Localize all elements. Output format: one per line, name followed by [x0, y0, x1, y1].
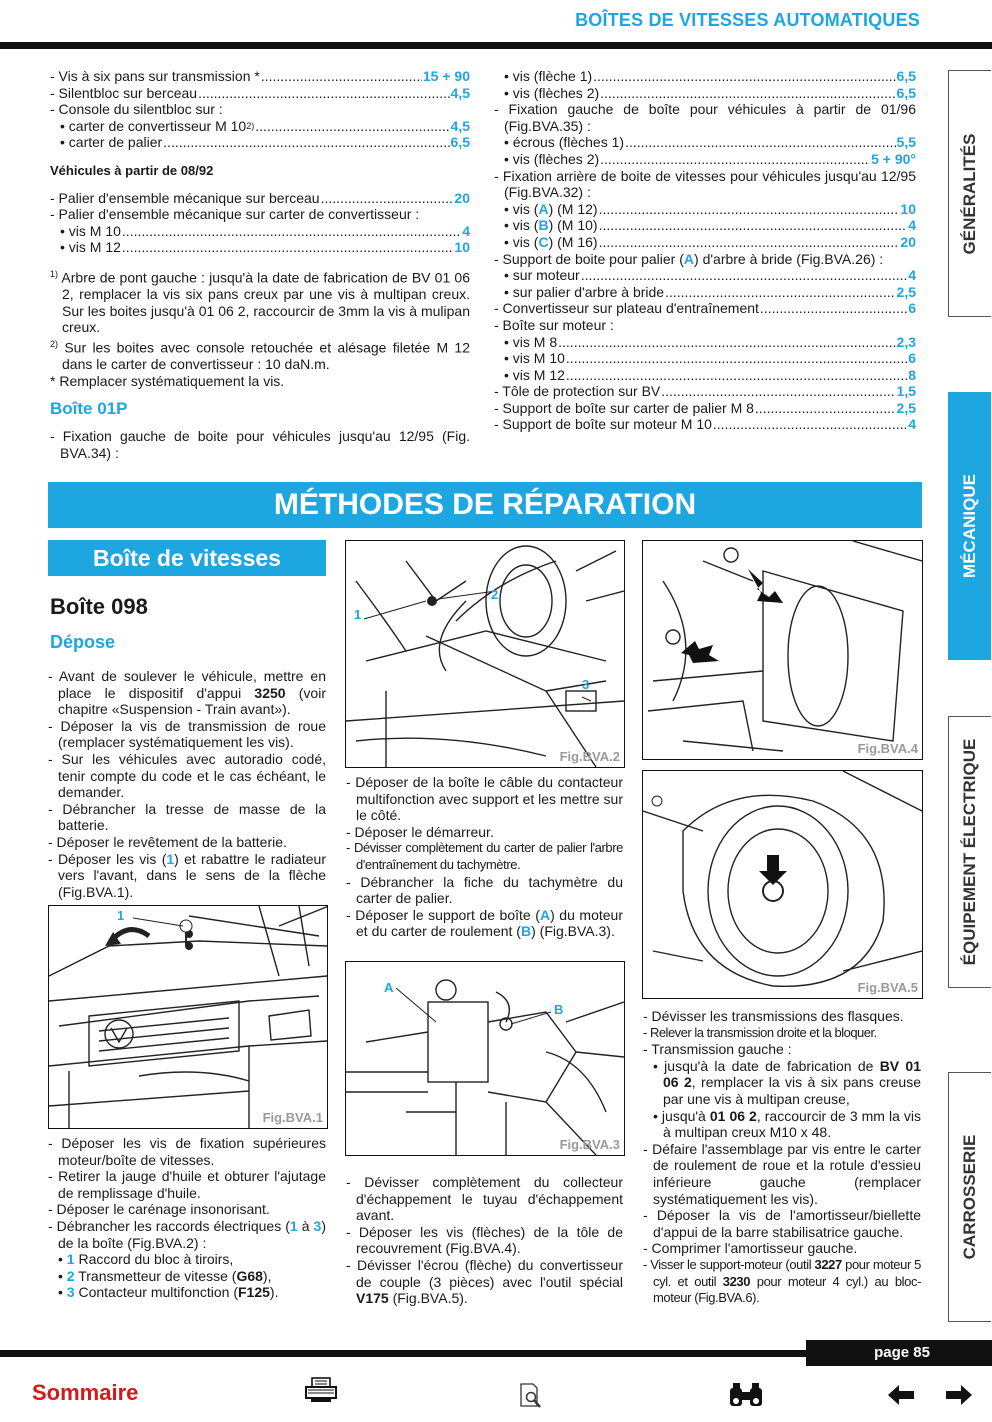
leader-dots	[600, 85, 895, 102]
leader-dots	[665, 284, 895, 301]
figure-marker-2: 2	[491, 587, 499, 602]
van-front-drawing	[49, 906, 327, 1128]
step-wheel-screw: - Déposer la vis de transmission de roue (remplacer systématiquement les vis).	[48, 717, 326, 751]
leader-dots	[321, 190, 454, 207]
torque-label: - Silentbloc sur berceau	[50, 84, 198, 101]
boite-098-title: Boîte 098	[50, 594, 148, 619]
figure-label: Fig.BVA.1	[262, 1110, 323, 1125]
torque-label: • vis (B) (M 10)	[504, 217, 598, 234]
step-ball-joint: - Défaire l'assemblage par vis entre le carter de roulement de roue et la rotule d'essieu inférieure gauche (remplacer systématiquement les vis).	[643, 1140, 921, 1207]
converter-nut-drawing	[643, 771, 922, 998]
torque-line	[494, 300, 916, 317]
leader-dots	[558, 334, 895, 351]
footer-bar	[0, 1350, 806, 1357]
figure-marker-1: 1	[354, 607, 362, 622]
left-shaft-item-1: • jusqu'à la date de fabrication de BV 01 06 2, remplacer la vis à six pans creuse par une vis à multipan creuse,	[653, 1057, 922, 1107]
torque-line	[494, 251, 916, 268]
torque-value: 10	[900, 200, 916, 217]
torque-line	[494, 400, 916, 417]
torque-line	[494, 350, 916, 367]
step-left-shaft: - Transmission gauche :	[643, 1041, 792, 1058]
step-converter-nut: - Dévisser l'écrou (flèche) du convertisseur de couple (3 pièces) avec l'outil spécial V175 (Fig.BVA.5).	[346, 1256, 623, 1307]
repair-methods-banner: MÉTHODES DE RÉPARATION	[48, 482, 922, 528]
leader-dots	[755, 400, 896, 417]
header-bar	[0, 42, 992, 49]
right-text	[643, 1008, 921, 1307]
torque-label: • carter de convertisseur M 10	[60, 117, 247, 134]
figure-marker-a: A	[384, 980, 394, 995]
torque-line	[50, 118, 470, 135]
step-starter: - Déposer le démarreur.	[346, 823, 494, 840]
step-engine-support: - Visser le support-moteur (outil 3227 pour moteur 5 cyl. et outil 3230 pour moteur 4 cyl.) au bloc-moteur (Fig.BVA.6).	[643, 1256, 921, 1306]
torque-value: 8	[908, 366, 916, 383]
connector-3: • 3 Contacteur multifonction (F125).	[58, 1284, 279, 1301]
step-flanges: - Dévisser les transmissions des flasques.	[643, 1008, 904, 1024]
page-number: page 85	[806, 1340, 992, 1366]
torque-value: 4	[908, 267, 916, 284]
torque-label: • sur moteur	[504, 267, 580, 284]
step-insulation: - Déposer le carénage insonorisant.	[48, 1201, 270, 1218]
torque-line	[494, 234, 916, 251]
torque-label: - Palier d'ensemble mécanique sur berceau	[50, 189, 320, 206]
torque-value: 1,5	[896, 383, 916, 400]
step-battery-cover: - Déposer le revêtement de la batterie.	[48, 833, 287, 850]
vehicles-heading: Véhicules à partir de 08/92	[50, 162, 214, 178]
torque-line	[494, 317, 916, 334]
middle-text-bottom	[346, 1174, 623, 1307]
torque-label: - Boîte sur moteur :	[494, 316, 614, 333]
torque-label: • vis M 10	[504, 350, 565, 367]
footnote-2: $^{2)}$ Sur les boites avec console retouchée et alésage filetée M 12 dans le carter de convertisseur : 10 daN.m.	[50, 338, 471, 373]
torque-value: 15 + 90	[422, 68, 470, 84]
torque-label: - Support de boite pour palier (A) d'arbre à bride (Fig.BVA.26) :	[494, 250, 884, 267]
torque-column-1	[50, 68, 470, 461]
figure-marker-1: 1	[117, 908, 125, 923]
torque-label: • vis M 12	[60, 239, 121, 256]
step-battery-ground: - Débrancher la tresse de masse de la batterie.	[48, 800, 326, 834]
figure-label: Fig.BVA.2	[559, 749, 620, 764]
torque-value: 4	[908, 416, 916, 433]
torque-line	[494, 201, 916, 218]
torque-label: • carter de palier	[60, 134, 163, 151]
header-title: BOÎTES DE VITESSES AUTOMATIQUES	[575, 10, 920, 30]
leader-dots	[713, 416, 907, 433]
figure-bva-4	[642, 540, 923, 760]
step-damper-screw: - Déposer la vis de l'amortisseur/biellette d'appui de la barre stabilisatrice gauche.	[643, 1207, 921, 1240]
torque-line	[494, 284, 916, 301]
torque-label: - Fixation arrière de boite de vitesses pour véhicules jusqu'au 12/95 (Fig.BVA.32) :	[494, 167, 916, 201]
left-text-bottom	[48, 1135, 326, 1301]
torque-value: 4,5	[450, 84, 470, 101]
torque-column-2	[494, 68, 916, 433]
torque-line	[494, 217, 916, 234]
step-upper-screws: - Déposer les vis de fixation supérieures moteur/boîte de vitesses.	[48, 1135, 326, 1168]
torque-line	[50, 101, 470, 118]
step-right-shaft: - Relever la transmission droite et la bloquer.	[643, 1024, 877, 1040]
figure-bva-2	[345, 540, 625, 768]
leader-dots	[566, 367, 907, 384]
section-title: Boîte de vitesses	[48, 540, 326, 576]
cover-plate-drawing	[643, 541, 922, 759]
torque-line	[50, 134, 470, 151]
torque-label: • vis M 10	[60, 222, 121, 239]
torque-line	[494, 68, 916, 85]
torque-line	[494, 367, 916, 384]
torque-value: 10	[454, 239, 470, 256]
torque-value: 2,5	[896, 283, 916, 300]
leader-dots	[625, 134, 895, 151]
tab-carrosserie[interactable]: CARROSSERIE	[948, 1072, 991, 1322]
torque-value: 6	[908, 350, 916, 367]
engine-bay-drawing	[346, 541, 624, 767]
leader-dots	[566, 350, 907, 367]
torque-label: • vis M 12	[504, 366, 565, 383]
torque-line	[494, 416, 916, 433]
torque-line	[50, 239, 470, 256]
torque-label: • vis M 8	[504, 333, 558, 350]
torque-line	[50, 190, 470, 207]
torque-label: • vis (C) (M 16)	[504, 233, 598, 250]
footnote-1: $^{1)}$ Arbre de pont gauche : jusqu'à la date de fabrication de BV 01 06 2, remplacer la vis six pans creux par une vis à multipan creux. Sur les boites jusqu'à 01 06 2, raccourcir de 3mm la vis à mulipan creux.	[50, 268, 470, 336]
torque-value: 5 + 90°	[871, 150, 916, 167]
leader-dots	[600, 151, 870, 168]
torque-value: 2,3	[896, 333, 916, 350]
leader-dots	[760, 300, 907, 317]
left-shaft-item-2: • jusqu'à 01 06 2, raccourcir de 3 mm la vis à multipan creux M10 x 48.	[653, 1107, 922, 1141]
tab-equipement-electrique[interactable]: ÉQUIPEMENT ÉLECTRIQUE	[948, 716, 991, 988]
step-exhaust: - Dévisser complètement du collecteur d'échappement le tuyau d'échappement avant.	[346, 1174, 623, 1224]
torque-label: - Tôle de protection sur BV	[494, 383, 661, 400]
binoculars-icon[interactable]	[728, 1382, 764, 1413]
leader-dots	[661, 383, 895, 400]
step-radio: - Sur les véhicules avec autoradio codé, tenir compte du code et le cas échéant, le demander.	[48, 750, 326, 801]
figure-bva-3	[345, 961, 625, 1156]
step-dipstick: - Retirer la jauge d'huile et obturer l'ajutage de remplissage d'huile.	[48, 1168, 326, 1201]
figure-marker-3: 3	[582, 677, 590, 692]
torque-value: 20	[454, 189, 470, 206]
boite-01p-heading: Boîte 01P	[50, 399, 128, 419]
torque-line	[50, 223, 470, 240]
torque-line	[494, 168, 916, 201]
tab-generalites[interactable]: GÉNÉRALITÉS	[948, 70, 991, 317]
torque-value: 4	[908, 217, 916, 234]
figure-label: Fig.BVA.3	[559, 1137, 620, 1152]
figure-label: Fig.BVA.5	[857, 980, 918, 995]
leader-dots	[261, 68, 422, 85]
tab-mecanique[interactable]: MÉCANIQUE	[948, 392, 991, 660]
leader-dots	[198, 85, 449, 102]
torque-value: 6,5	[896, 84, 916, 101]
figure-bva-1	[48, 905, 328, 1129]
torque-line	[494, 383, 916, 400]
torque-label: - Console du silentbloc sur :	[50, 101, 223, 118]
torque-label: - Support de boîte sur carter de palier M 8	[494, 399, 754, 416]
leader-dots	[599, 201, 900, 218]
step-tacho-plug: - Débrancher la fiche du tachymètre du carter de palier.	[346, 873, 623, 907]
leader-dots	[599, 234, 900, 251]
torque-line	[50, 206, 470, 223]
torque-value: 2,5	[896, 399, 916, 416]
torque-line	[494, 334, 916, 351]
step-radiator: - Déposer les vis (1) et rabattre le radiateur vers l'avant, dans le sens de la flèche (Fig.BVA.1).	[48, 850, 326, 900]
left-text-top	[48, 668, 326, 900]
figure-label: Fig.BVA.4	[857, 741, 918, 756]
step-contact-cable: - Déposer de la boîte le câble du contacteur multifonction avec support et les mettre sur le côté.	[346, 774, 623, 824]
depose-title: Dépose	[50, 632, 116, 652]
torque-value: 20	[900, 233, 916, 250]
torque-label: • vis (flèches 2)	[504, 150, 600, 167]
torque-line	[494, 101, 916, 134]
arrow-left-icon[interactable]	[886, 1384, 916, 1411]
torque-value: 6	[908, 300, 916, 317]
leader-dots	[599, 217, 908, 234]
leader-dots	[255, 118, 449, 135]
torque-line	[494, 85, 916, 102]
torque-line	[494, 134, 916, 151]
leader-dots	[581, 267, 908, 284]
leader-dots	[163, 134, 449, 151]
middle-text-top	[346, 774, 623, 940]
footnote-3: * Remplacer systématiquement la vis.	[50, 372, 285, 389]
torque-label: - Convertisseur sur plateau d'entraînement	[494, 300, 759, 317]
step-connectors: - Débrancher les raccords électriques (1 à 3) de la boîte (Fig.BVA.2) :	[48, 1217, 326, 1251]
torque-label: - Vis à six pans sur transmission *	[50, 68, 260, 84]
boite-01p-text: - Fixation gauche de boite pour véhicules jusqu'au 12/95 (Fig. BVA.34) :	[50, 428, 470, 461]
torque-label: - Fixation gauche de boîte pour véhicules à partir de 01/96 (Fig.BVA.35) :	[494, 101, 916, 134]
torque-label: - Palier d'ensemble mécanique sur carter de convertisseur :	[50, 206, 420, 223]
leader-dots	[122, 239, 454, 256]
torque-line	[50, 85, 470, 102]
torque-label: • écrous (flèches 1)	[504, 134, 625, 151]
torque-value: 4	[462, 222, 470, 239]
step-support: - Avant de soulever le véhicule, mettre en place le dispositif d'appui 3250 (voir chapitre «Suspension - Train avant»).	[48, 668, 326, 718]
torque-value: 4,5	[450, 117, 470, 134]
torque-label: - Support de boîte sur moteur M 10	[494, 416, 712, 433]
step-compress-damper: - Comprimer l'amortisseur gauche.	[643, 1240, 858, 1257]
step-tacho-shaft: - Dévisser complètement du carter de palier l'arbre d'entraînement du tachymètre.	[346, 840, 623, 872]
search-page-icon[interactable]	[518, 1382, 544, 1415]
torque-value: 5,5	[896, 134, 916, 151]
torque-line	[494, 151, 916, 168]
torque-line	[50, 68, 470, 85]
figure-marker-b: B	[554, 1002, 564, 1017]
leader-dots	[593, 68, 895, 85]
torque-line	[494, 267, 916, 284]
step-cover-screws: - Déposer les vis (flèches) de la tôle de recouvrement (Fig.BVA.4).	[346, 1223, 623, 1257]
torque-label: • vis (flèche 1)	[504, 68, 593, 84]
torque-label: • sur palier d'arbre à bride	[504, 283, 665, 300]
arrow-right-icon[interactable]	[944, 1384, 974, 1411]
step-gearbox-support: - Déposer le support de boîte (A) du moteur et du carter de roulement (B) (Fig.BVA.3).	[346, 906, 623, 940]
torque-label: • vis (A) (M 12)	[504, 200, 598, 217]
print-icon[interactable]	[304, 1376, 338, 1409]
connector-1: • 1 Raccord du bloc à tiroirs,	[58, 1251, 234, 1268]
sommaire-link[interactable]: Sommaire	[32, 1380, 139, 1405]
connector-2: • 2 Transmetteur de vitesse (G68),	[58, 1267, 272, 1284]
torque-value: 6,5	[896, 68, 916, 84]
footnote-ref: 2)	[246, 120, 255, 131]
figure-bva-5	[642, 770, 923, 999]
torque-value: 6,5	[450, 134, 470, 151]
leader-dots	[122, 223, 461, 240]
torque-label: • vis (flèches 2)	[504, 84, 600, 101]
